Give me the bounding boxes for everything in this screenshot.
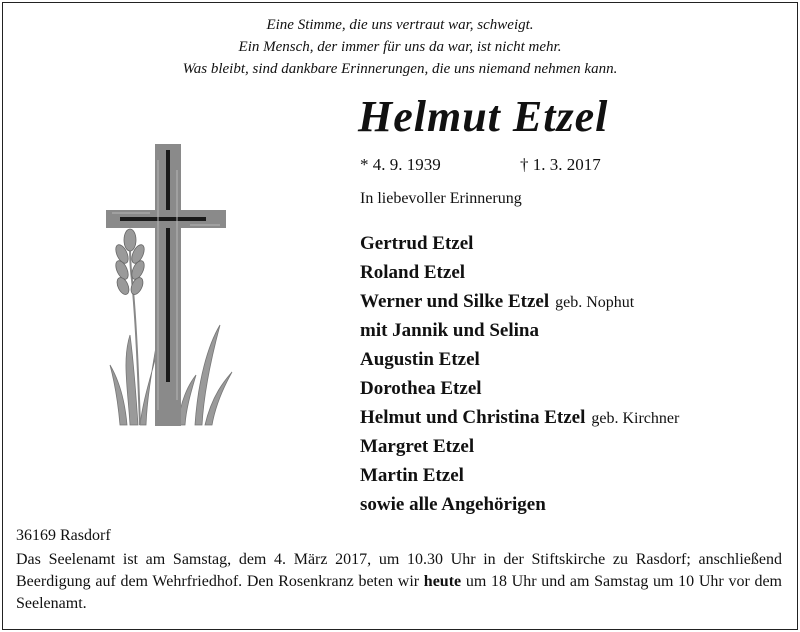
mourner-name: Roland Etzel bbox=[360, 262, 466, 283]
mourner-item bbox=[360, 374, 679, 403]
deceased-name: Helmut Etzel bbox=[358, 92, 609, 141]
quote-line-2: Ein Mensch, der immer für uns da war, ist nicht mehr. bbox=[238, 39, 562, 55]
mourner-name: Helmut und Christina Etzel bbox=[360, 407, 586, 428]
notice-bold-today: heute bbox=[423, 573, 462, 590]
memory-line: In liebevoller Erinnerung bbox=[360, 190, 522, 207]
mourner-name: Augustin Etzel bbox=[360, 349, 480, 370]
cross-wheat-icon bbox=[100, 140, 240, 430]
memorial-quote bbox=[0, 14, 800, 80]
life-dates bbox=[360, 155, 601, 175]
mourner-name: Werner und Silke Etzel bbox=[360, 291, 550, 312]
mourner-item bbox=[360, 403, 679, 432]
mourner-item bbox=[360, 461, 679, 490]
mourner-item bbox=[360, 258, 679, 287]
quote-line-3: Was bleibt, sind dankbare Erinnerungen, die uns niemand nehmen kann. bbox=[182, 61, 618, 77]
birth-date: * 4. 9. 1939 bbox=[360, 155, 441, 174]
mourner-name: sowie alle Angehörigen bbox=[360, 494, 546, 515]
quote-line-1: Eine Stimme, die uns vertraut war, schweigt. bbox=[266, 17, 534, 33]
mourner-item bbox=[360, 229, 679, 258]
notice-text-2: um 18 Uhr und am Samstag um 10 Uhr vor dem Seelenamt. bbox=[16, 573, 783, 612]
mourner-name: mit Jannik und Selina bbox=[360, 320, 539, 341]
mourner-item bbox=[360, 316, 679, 345]
mourner-list bbox=[360, 229, 679, 519]
mourner-item bbox=[360, 432, 679, 461]
mourner-item bbox=[360, 490, 679, 519]
mourner-name: Gertrud Etzel bbox=[360, 233, 474, 254]
mourner-name: Margret Etzel bbox=[360, 436, 475, 457]
mourner-item bbox=[360, 287, 679, 316]
service-notice bbox=[16, 549, 782, 615]
mourner-note: geb. Nophut bbox=[555, 294, 635, 311]
death-date: † 1. 3. 2017 bbox=[520, 155, 601, 174]
notice-text-1: Das Seelenamt ist am Samstag, dem 4. März 2017, um 10.30 Uhr in der Stiftskirche zu Rasdorf; anschließend Beerdigung auf dem Wehrfriedhof. Den Rosenkranz beten wir bbox=[16, 551, 782, 590]
mourner-note: geb. Kirchner bbox=[591, 410, 680, 427]
place-line: 36169 Rasdorf bbox=[16, 527, 111, 544]
mourner-item bbox=[360, 345, 679, 374]
mourner-name: Dorothea Etzel bbox=[360, 378, 482, 399]
mourner-name: Martin Etzel bbox=[360, 465, 464, 486]
